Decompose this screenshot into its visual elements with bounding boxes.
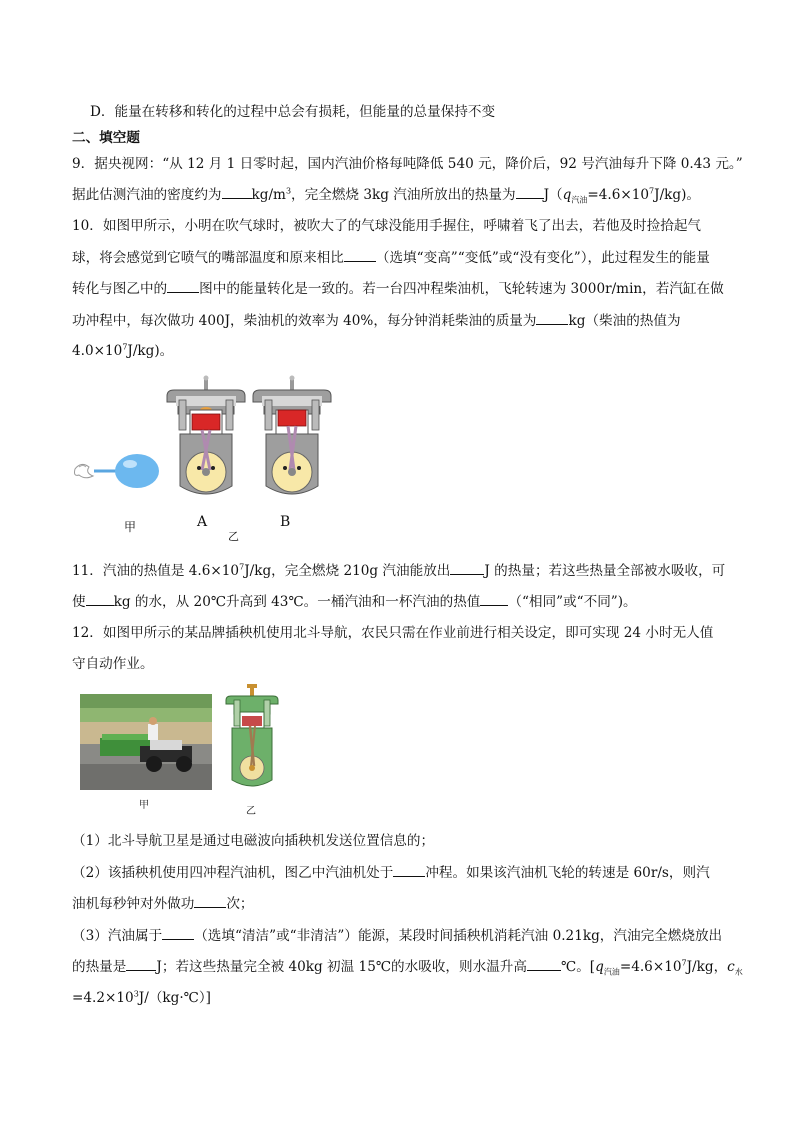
q10-line3 [72,278,724,299]
q10-text: 图中的能量转化是一致的。若一台四冲程柴油机，飞轮转速为 3000r/min，若汽缸在做 [199,281,724,297]
q9-unit: kg/m [251,187,286,203]
q10-text: 4.0×10 [72,343,123,359]
q12-blank-clean[interactable] [162,925,194,940]
q9-text: ，完全燃烧 3kg 汽油所放出的热量为 [291,187,516,203]
q9-text: 据此估测汽油的密度约为 [72,187,222,203]
q10-text: 球，将会感觉到它喷气的嘴部温度和原来相比 [72,250,344,266]
q10-line5 [72,341,173,361]
q11-text: 11．汽油的热值是 4.6×10 [72,563,240,579]
q11-text: （“相同”或“不同”)。 [508,594,637,610]
q11-line1 [72,560,725,581]
q9-text: J（ [543,187,563,203]
q10-text: 转化与图乙中的 [72,281,168,297]
q12-text: 冲程。如果该汽油机飞轮的转速是 60r/s，则汽 [425,865,710,881]
q10-blank-fig[interactable] [167,278,199,293]
fig12-caption-jia: 甲 [139,800,149,811]
q9-line2 [72,184,700,205]
c-sub: 水 [734,967,743,977]
q12-line1: 12．如图甲所示的某品牌插秧机使用北斗导航，农民只需在作业前进行相关设定，即可实现 24 小时无人值 [72,625,714,641]
q12-part3-end [72,988,211,1008]
q9-blank-density[interactable] [222,184,252,199]
fig10-caption-a: A [197,514,208,530]
q12-text: 的热量是 [72,959,127,975]
q12-text: J；若这些热量完全被 40kg 初温 15℃的水吸收，则水温升高 [156,959,527,975]
q10-line1: 10．如图甲所示，小明在吹气球时，被吹大了的气球没能用手握住，呼啸着飞了出去，若他及时捡拾起气 [72,218,702,234]
q12-text: （选填“清洁”或“非清洁”）能源，某段时间插秧机消耗汽油 0.21kg，汽油完全燃烧放出 [194,928,723,944]
q12-part3 [72,925,722,946]
exp-7: 7 [681,958,687,968]
option-d: D．能量在转移和转化的过程中总会有损耗，但能量的总量保持不变 [90,104,496,120]
section-heading: 二、填空题 [72,130,140,146]
q12-blank-heat[interactable] [126,956,156,971]
fig10-caption-yi: 乙 [228,530,239,543]
q12-blank-stroke[interactable] [393,862,425,877]
q12-text: （2）该插秧机使用四冲程汽油机，图乙中汽油机处于 [72,865,394,881]
q10-line4 [72,310,681,331]
q-symbol: q [595,959,604,975]
c-symbol: c [727,959,735,975]
q12-text: J/kg， [686,959,728,975]
fig12-caption-yi: 乙 [246,806,256,817]
q11-blank-mass[interactable] [86,591,114,606]
engine-a [167,376,245,495]
q10-text: kg（柴油的热值为 [568,313,681,329]
q12-text: 油机每秒钟对外做功 [72,896,195,912]
q10-blank-temp[interactable] [344,247,376,262]
q12-part1: （1）北斗导航卫星是通过电磁波向插秧机发送位置信息的； [72,833,435,849]
q9-text: J/kg)。 [654,187,701,203]
q12-part2-cont [72,893,254,914]
q-sub: 汽油 [571,195,588,205]
q10-text: （选填“变高”“变低”或“没有变化”），此过程发生的能量 [375,250,710,266]
q12-text: ℃。[ [561,959,596,975]
q10-blank-mass[interactable] [536,310,568,325]
q11-line2 [72,591,637,612]
q11-blank-heat[interactable] [450,560,484,575]
q11-text: J 的热量；若这些热量全部被水吸收，可 [484,563,726,579]
q12-text: 次； [226,896,254,912]
engine-b [253,376,331,495]
q12-part3-cont [72,956,743,977]
exp-7: 7 [649,186,655,196]
exp-7: 7 [122,342,128,352]
q11-text: 使 [72,594,86,610]
q12-text: J/（kg·℃）] [138,990,211,1006]
q12-text: =4.6×10 [619,959,682,975]
q10-text: 功冲程中，每次做功 400J，柴油机的效率为 40%，每分钟消耗柴油的质量为 [72,313,537,329]
q12-blank-temp[interactable] [527,956,561,971]
q12-blank-work[interactable] [194,893,226,908]
q12-photo [80,694,212,790]
q9-line1: 9．据央视网：“从 12 月 1 日零时起，国内汽油价格每吨降低 540 元，降价后，92 号汽油每升下降 0.43 元。” [72,156,743,172]
q9-text: =4.6×10 [587,187,650,203]
q12-line2: 守自动作业。 [72,656,154,672]
q12-engine [222,684,282,794]
q12-text: （3）汽油属于 [72,928,163,944]
q12-text: =4.2×10 [72,990,134,1006]
balloon-figure [75,454,160,488]
q12-part2 [72,862,710,883]
q-sub: 汽油 [603,967,620,977]
exp-3: 3 [285,186,292,196]
q11-text: J/kg，完全燃烧 210g 汽油能放出 [244,563,451,579]
exp-7: 7 [239,562,245,572]
q10-line2 [72,247,710,268]
exp-3: 3 [133,989,139,999]
q10-text: J/kg)。 [127,343,174,359]
q10-figure [70,374,340,514]
q9-blank-heat[interactable] [516,184,544,199]
fig10-caption-b: B [280,514,291,530]
q11-blank-same[interactable] [480,591,508,606]
q-symbol: q [562,187,572,203]
fig10-caption-jia: 甲 [124,520,137,534]
q11-text: kg 的水，从 20℃升高到 43℃。一桶汽油和一杯汽油的热值 [113,594,481,610]
